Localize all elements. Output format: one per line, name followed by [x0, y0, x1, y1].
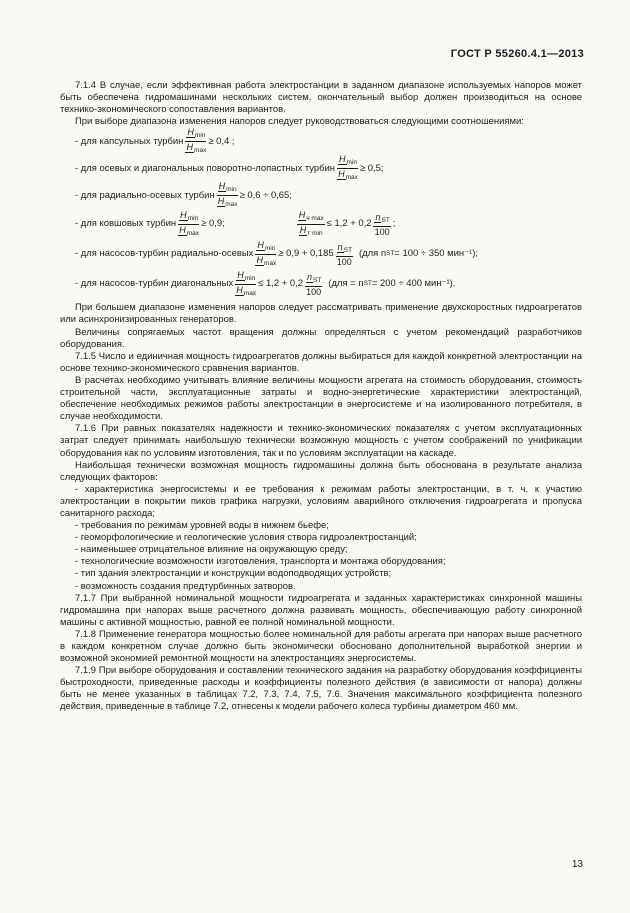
list-item: - тип здания электростанции и конструкции водоподводящих устройств;	[75, 568, 392, 580]
paragraph: - характеристика энергосистемы и ее требования к режимам работы электростанции, в т. ч. к участию электростанции в покрытии пиков графика нагрузки, условиям аварийного отключения гидроагрегата и пропуска санитарного расхода;	[60, 483, 582, 519]
list-item: - возможность создания предтурбинных затворов.	[75, 580, 296, 592]
list-item: - требования по режимам уровней воды в нижнем бьефе;	[75, 520, 329, 532]
fraction: $H_{min}$ $H_{max}$	[236, 269, 257, 297]
paragraph: 7.1.5 Число и единичная мощность гидроагрегатов должны выбираться для каждой конкретной электростанции на основе технико-экономического сравнения вариантов.	[60, 350, 582, 374]
paragraph: 7.1.7 При выбранной номинальной мощности гидроагрегата и заданных характеристиках синхронной машины гидромашина при напорах выше расчетного должна развивать мощность, обеспечивающую работу синхронной машины с активной мощностью, равной ее полной номинальной мощности.	[60, 592, 582, 628]
paragraph: 7.1.6 При равных показателях надежности и технико-экономических показателях с учетом эксплуатационных затрат следует принимать наибольшую технически возможную мощность с учетом соображений по унификации оборудования как по условиям изготовления, так и по условиям эксплуатации на каскаде.	[60, 423, 582, 459]
list-item: - технологические возможности изготовления, транспорта и монтажа оборудования;	[75, 556, 446, 568]
list-item: - геоморфологические и геологические условия створа гидроэлектростанций;	[75, 532, 417, 544]
paragraph: Величины сопрягаемых частот вращения должны определяться с учетом рекомендаций разработчиков оборудования.	[60, 326, 582, 350]
paragraph: В расчетах необходимо учитывать влияние величины мощности агрегата на стоимость оборудования, стоимость строительной части, эксплуатационные затраты и водно-энергетические характеристики электростанций, обеспечение необходимых режимов работы электростанции в энергосистеме и на изолированного потребителя, в случае необходимости.	[60, 374, 582, 423]
paragraph: При большем диапазоне изменения напоров следует рассматривать применение двухскоростных гидроагрегатов или асинхронизированных генераторов.	[60, 302, 582, 326]
formula-francis: - для радиально-осевых турбин $H_{min}$ $H_{max}$ ≥ 0,6 ÷ 0,65;	[75, 181, 292, 209]
page-content	[60, 80, 582, 714]
fraction: $n_{ST}$ 100	[336, 241, 352, 267]
fraction: $n_{ST}$ 100	[306, 271, 322, 297]
paragraph: 7.1.9 При выборе оборудования и составлении технического задания на разработку оборудования коэффициенты быстроходности, приведенные расходы и коэффициенты полезного действия (в зависимости от напора) должны быть не менее указанных в таблицах 7.2, 7.3, 7.4, 7.5, 7.6. Значения максимального коэффициента полезного действия, приведенные в таблице 7.2, отнесены к модели рабочего колеса турбины диаметром 460 мм.	[60, 665, 582, 713]
paragraph: При выборе диапазона изменения напоров следует руководствоваться следующими соотношениями:	[75, 116, 524, 128]
document-header: ГОСТ Р 55260.4.1—2013	[450, 48, 584, 60]
fraction: $H_{min}$ $H_{max}$	[338, 154, 358, 182]
fraction: $H_{min}$ $H_{max}$	[186, 127, 207, 155]
list-item: - наименьшее отрицательное влияние на окружающую среду;	[75, 544, 348, 556]
paragraph: 7.1.8 Применение генератора мощностью более номинальной для работы агрегата при напорах выше расчетного в каждом конкретном случае должно быть экономически обосновано дополнительной выработкой энергии и возможной экономией ремонтной мощности на электростанциях энергосистемы.	[60, 628, 582, 665]
formula-axial: - для осевых и диагональных поворотно-лопастных турбин $H_{min}$ $H_{max}$ ≥ 0,5;	[75, 154, 384, 182]
paragraph: Наибольшая технически возможная мощность гидромашины должна быть обоснована в результате анализа следующих факторов:	[60, 459, 582, 483]
formula-pump-turbine-francis: - для насосов-турбин радиально-осевых $H_{min}$ $H_{max}$ ≥ 0,9 + 0,185 $n_{ST}$ 100 (для n ST = 100 ÷ 350 мин⁻¹);	[75, 239, 478, 267]
fraction: $H_{ч max}$ $H_{т min}$	[298, 209, 324, 237]
fraction: $n_{ST}$ 100	[374, 211, 390, 237]
fraction: $H_{min}$ $H_{max}$	[217, 181, 238, 209]
formula-pump-turbine-diagonal: - для насосов-турбин диагональных $H_{min}$ $H_{max}$ ≤ 1,2 + 0,2 $n_{ST}$ 100 (для = n ST = 200 ÷ 400 мин⁻¹).	[75, 269, 456, 297]
page-number: 13	[571, 859, 583, 870]
paragraph: 7.1.4 В случае, если эффективная работа электростанции в заданном диапазоне используемых напоров может быть обеспечена гидромашинами нескольких систем, окончательный выбор должен производиться на основе технико-экономического сопоставления вариантов.	[60, 80, 582, 116]
fraction: $H_{min}$ $H_{max}$	[179, 209, 200, 237]
fraction: $H_{min}$ $H_{max}$	[256, 239, 277, 267]
formula-pelton: - для ковшовых турбин $H_{min}$ $H_{max}$ ≥ 0,9; $H_{ч max}$ $H_{т min}$ ≤ 1,2 + 0,2 $n_{ST}$ 100 ;	[75, 209, 396, 237]
formula-kaplan-capsule: - для капсульных турбин $H_{min}$ $H_{max}$ ≥ 0,4 ;	[75, 127, 235, 155]
